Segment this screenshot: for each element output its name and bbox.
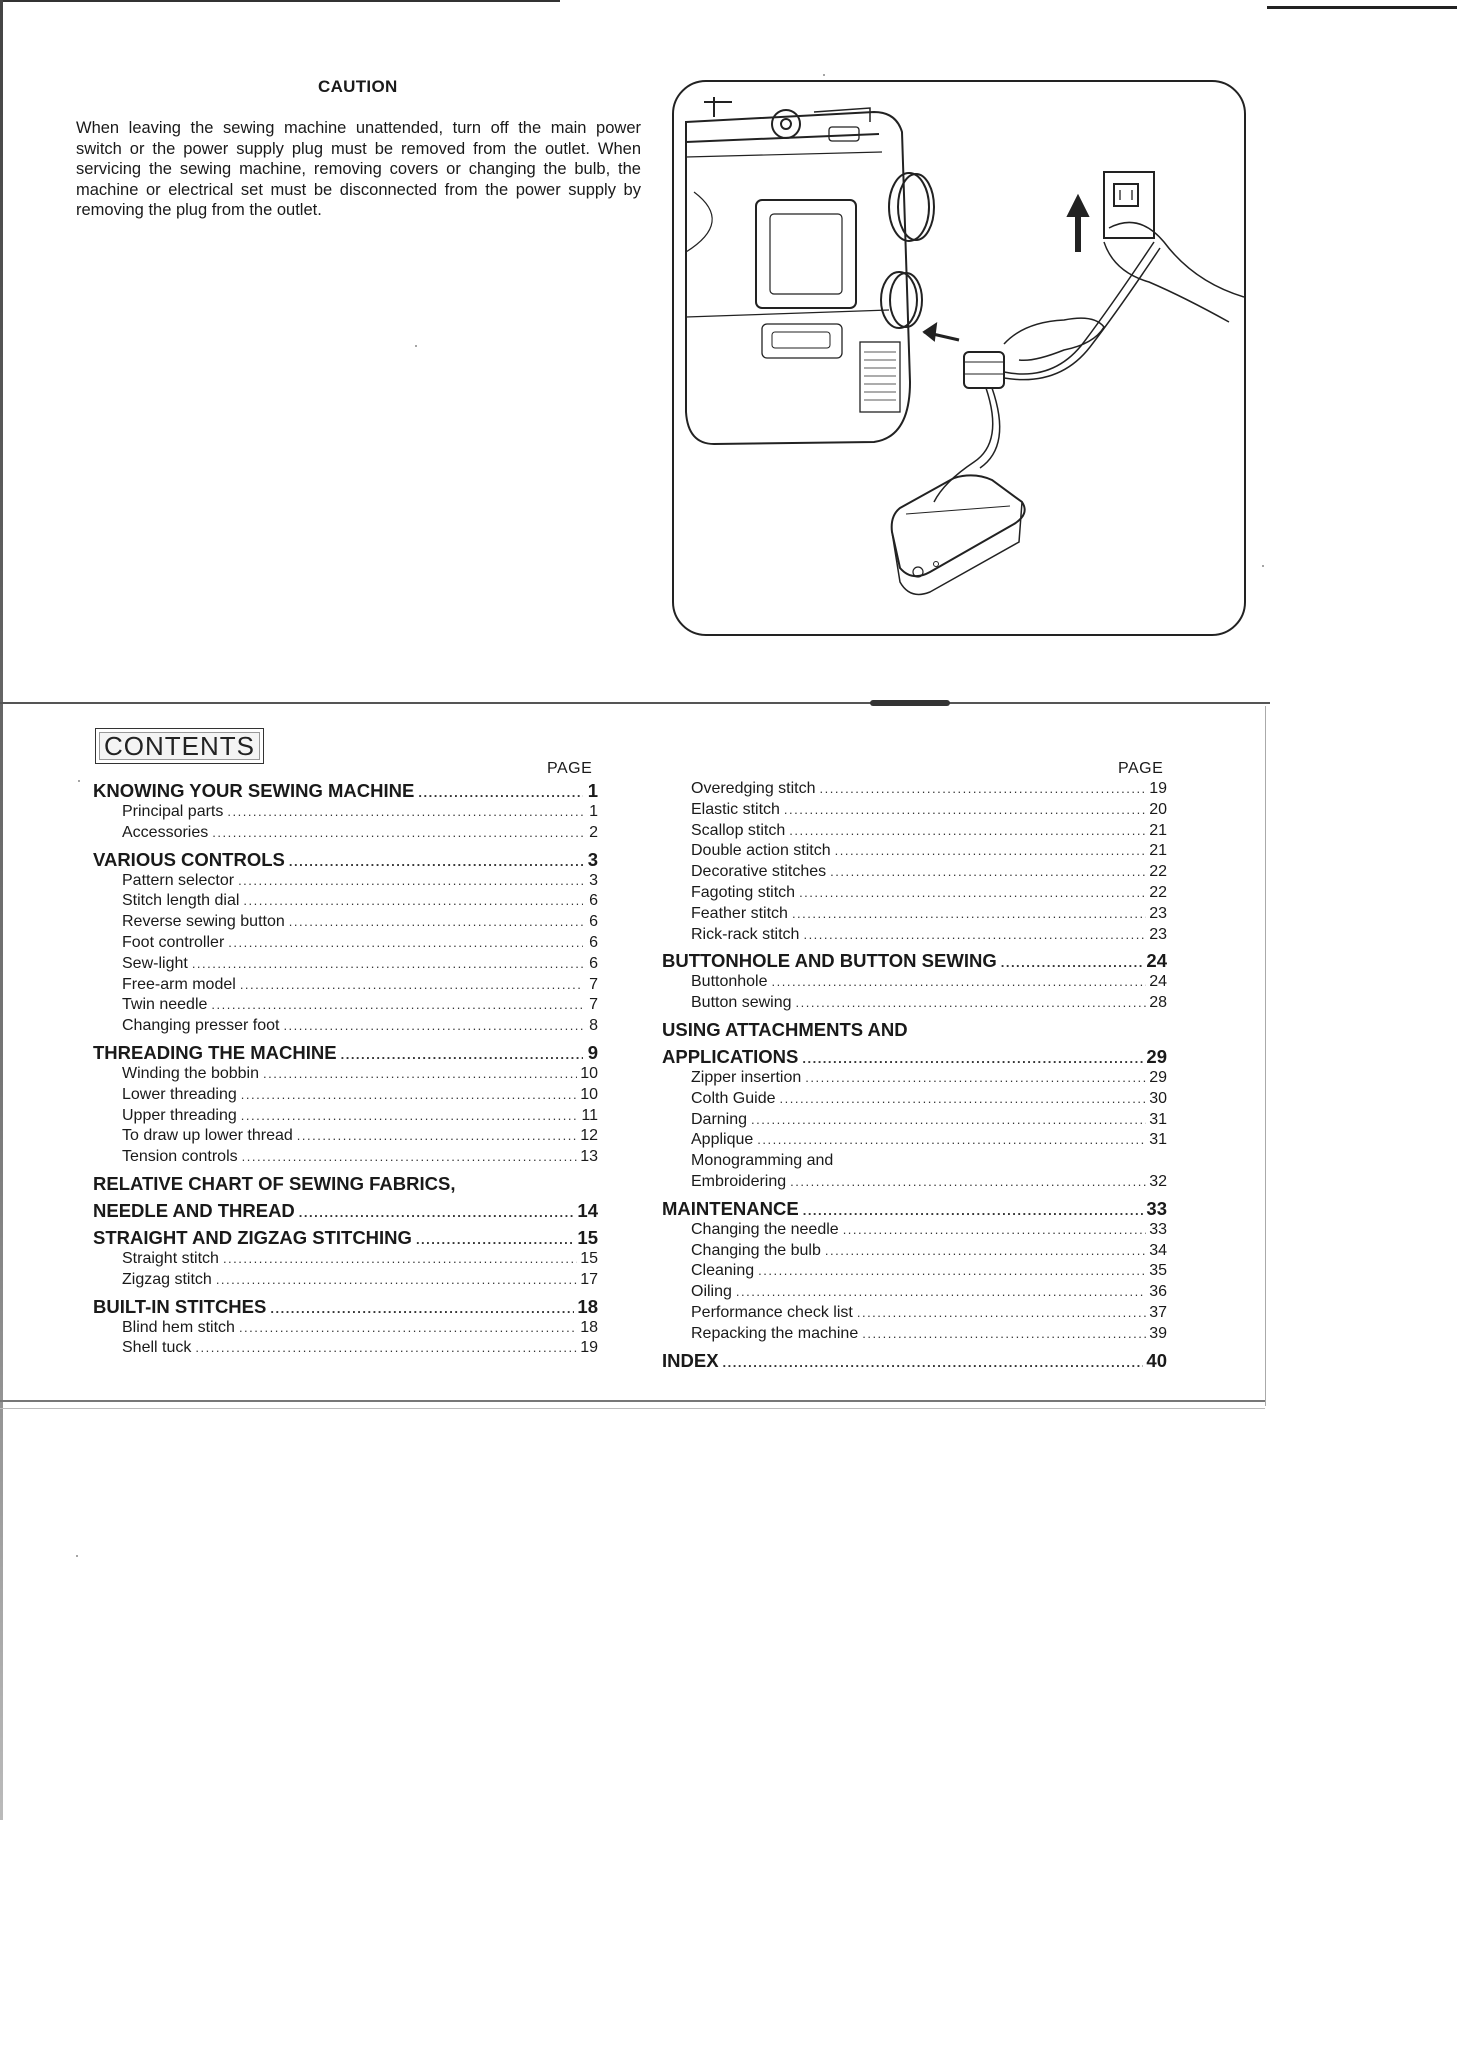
toc-subentry <box>662 801 1167 822</box>
toc-entry-title: Changing the needle <box>691 1220 839 1238</box>
toc-entry-title: Zipper insertion <box>691 1068 802 1086</box>
toc-dot-leader <box>195 1340 577 1355</box>
toc-entry-title: BUTTONHOLE AND BUTTON SEWING <box>662 950 997 972</box>
toc-subentry <box>93 996 598 1017</box>
toc-page-number: 29 <box>1149 1068 1167 1086</box>
toc-section-entry <box>662 950 1167 973</box>
page-edge-bottom-shadow <box>0 1408 1265 1409</box>
toc-entry-title: VARIOUS CONTROLS <box>93 848 285 870</box>
toc-subentry <box>93 1107 598 1128</box>
toc-column-left <box>93 780 598 1360</box>
toc-subentry <box>662 1090 1167 1111</box>
toc-subentry <box>662 1173 1167 1194</box>
toc-entry-title: Monogramming and <box>691 1152 834 1170</box>
toc-dot-leader <box>299 1205 575 1220</box>
toc-dot-leader <box>825 1243 1146 1258</box>
toc-entry-title: Button sewing <box>691 994 792 1012</box>
page-column-label-right: PAGE <box>1118 760 1164 777</box>
toc-page-number: 13 <box>580 1148 598 1166</box>
scan-edge-top <box>0 0 560 2</box>
scan-speck <box>76 1555 78 1557</box>
page-edge-bottom <box>0 1400 1265 1402</box>
toc-dot-leader <box>228 935 583 950</box>
sewing-machine-drawing <box>674 82 1244 634</box>
toc-page-number: 1 <box>587 780 598 801</box>
toc-subentry <box>93 1017 598 1038</box>
toc-page-number: 33 <box>1146 1197 1167 1219</box>
toc-page-number: 22 <box>1149 883 1167 901</box>
toc-entry-title: Lower threading <box>122 1085 237 1103</box>
toc-entry-title: Double action stitch <box>691 842 831 860</box>
toc-subentry <box>662 1111 1167 1132</box>
toc-dot-leader <box>736 1284 1146 1299</box>
scan-edge-left <box>0 0 3 1820</box>
toc-dot-leader <box>843 1222 1147 1237</box>
toc-subentry <box>93 1148 598 1169</box>
toc-dot-leader <box>862 1326 1146 1341</box>
toc-page-number: 34 <box>1149 1241 1167 1259</box>
toc-page-number: 3 <box>589 871 598 889</box>
toc-subentry <box>93 1127 598 1148</box>
toc-entry-title: Sew-light <box>122 954 188 972</box>
toc-page-number: 6 <box>589 933 598 951</box>
toc-page-number: 36 <box>1149 1283 1167 1301</box>
toc-dot-leader <box>270 1301 574 1316</box>
toc-page-number: 22 <box>1149 863 1167 881</box>
toc-subentry <box>662 1242 1167 1263</box>
toc-dot-leader <box>416 1232 574 1247</box>
toc-dot-leader <box>212 825 583 840</box>
toc-dot-leader <box>1001 955 1144 970</box>
toc-subentry <box>93 1086 598 1107</box>
toc-entry-title: Straight stitch <box>122 1249 219 1267</box>
toc-subentry <box>662 822 1167 843</box>
toc-page-number: 30 <box>1149 1089 1167 1107</box>
toc-dot-leader <box>803 1203 1144 1218</box>
toc-entry-title: Accessories <box>122 823 209 841</box>
toc-section-entry <box>93 1173 598 1196</box>
scan-speck <box>415 345 417 347</box>
toc-dot-leader <box>796 995 1147 1010</box>
toc-page-number: 20 <box>1149 800 1167 818</box>
toc-dot-leader <box>802 1051 1143 1066</box>
toc-page-number: 39 <box>1149 1324 1167 1342</box>
toc-dot-leader <box>242 1149 578 1164</box>
toc-dot-leader <box>757 1132 1146 1147</box>
caution-title: CAUTION <box>318 77 398 96</box>
sewing-machine-illustration <box>672 80 1246 636</box>
toc-subentry <box>662 973 1167 994</box>
toc-page-number: 12 <box>580 1127 598 1145</box>
toc-subentry <box>93 824 598 845</box>
toc-page-number: 15 <box>577 1226 598 1248</box>
toc-page-number: 3 <box>587 848 598 870</box>
toc-dot-leader <box>227 804 583 819</box>
toc-entry-title: Changing the bulb <box>691 1241 821 1259</box>
toc-page-number: 29 <box>1146 1045 1167 1067</box>
page-edge-right <box>1265 706 1266 1406</box>
toc-subentry <box>662 1069 1167 1090</box>
toc-dot-leader <box>789 823 1146 838</box>
toc-subentry <box>662 1221 1167 1242</box>
toc-page-number: 28 <box>1149 994 1167 1012</box>
toc-page-number: 7 <box>589 975 598 993</box>
toc-dot-leader <box>780 1091 1147 1106</box>
toc-subentry <box>662 884 1167 905</box>
toc-dot-leader <box>803 927 1146 942</box>
toc-subentry <box>93 892 598 913</box>
page-column-label-left: PAGE <box>547 760 593 777</box>
toc-entry-title: INDEX <box>662 1349 719 1371</box>
scan-edge-top-right <box>1267 6 1457 9</box>
toc-entry-title: Changing presser foot <box>122 1017 280 1035</box>
toc-subentry <box>662 1304 1167 1325</box>
toc-section-entry <box>662 1350 1167 1373</box>
toc-entry-title: Blind hem stitch <box>122 1318 235 1336</box>
toc-subentry <box>93 955 598 976</box>
toc-entry-title: THREADING THE MACHINE <box>93 1041 337 1063</box>
toc-entry-title: Fagoting stitch <box>691 883 796 901</box>
toc-page-number: 24 <box>1149 973 1167 991</box>
toc-page-number: 10 <box>580 1064 598 1082</box>
toc-page-number: 6 <box>589 892 598 910</box>
toc-page-number: 33 <box>1149 1220 1167 1238</box>
toc-entry-title: MAINTENANCE <box>662 1197 799 1219</box>
scan-speck <box>78 780 80 782</box>
toc-subentry <box>93 934 598 955</box>
toc-section-entry <box>93 1227 598 1250</box>
scan-speck <box>1262 565 1264 567</box>
toc-dot-leader <box>241 1087 577 1102</box>
toc-dot-leader <box>830 864 1146 879</box>
toc-dot-leader <box>211 997 583 1012</box>
toc-page-number: 40 <box>1146 1349 1167 1371</box>
toc-page-number: 15 <box>580 1249 598 1267</box>
toc-entry-title: USING ATTACHMENTS AND <box>662 1018 908 1040</box>
toc-subentry <box>93 1271 598 1292</box>
toc-dot-leader <box>758 1263 1146 1278</box>
toc-page-number: 2 <box>589 823 598 841</box>
toc-subentry <box>662 994 1167 1015</box>
toc-section-entry <box>93 1200 598 1223</box>
contents-heading: CONTENTS <box>95 728 264 764</box>
toc-section-entry <box>662 1046 1167 1069</box>
toc-page-number: 6 <box>589 954 598 972</box>
toc-section-entry <box>93 1296 598 1319</box>
toc-subentry <box>93 913 598 934</box>
toc-dot-leader <box>792 906 1146 921</box>
toc-page-number: 9 <box>587 1041 598 1063</box>
toc-dot-leader <box>799 885 1146 900</box>
toc-subentry <box>662 905 1167 926</box>
toc-subentry <box>93 1065 598 1086</box>
toc-subentry <box>662 780 1167 801</box>
toc-entry-title: Colth Guide <box>691 1089 776 1107</box>
toc-dot-leader <box>805 1070 1146 1085</box>
toc-dot-leader <box>790 1174 1146 1189</box>
toc-page-number: 23 <box>1149 904 1167 922</box>
toc-entry-title: Rick-rack stitch <box>691 925 800 943</box>
toc-entry-title: BUILT-IN STITCHES <box>93 1295 267 1317</box>
toc-page-number: 32 <box>1149 1172 1167 1190</box>
toc-dot-leader <box>418 785 583 800</box>
toc-page-number: 19 <box>580 1339 598 1357</box>
toc-dot-leader <box>216 1272 577 1287</box>
toc-dot-leader <box>243 893 583 908</box>
toc-dot-leader <box>751 1112 1146 1127</box>
toc-entry-title: Performance check list <box>691 1303 853 1321</box>
toc-entry-title: RELATIVE CHART OF SEWING FABRICS, <box>93 1172 456 1194</box>
toc-dot-leader <box>238 873 583 888</box>
toc-entry-title: KNOWING YOUR SEWING MACHINE <box>93 780 415 801</box>
toc-page-number: 24 <box>1146 950 1167 972</box>
toc-dot-leader <box>723 1355 1144 1370</box>
page-fold-line <box>0 702 1270 704</box>
toc-section-entry <box>662 1019 1167 1042</box>
toc-entry-title: STRAIGHT AND ZIGZAG STITCHING <box>93 1226 412 1248</box>
toc-subentry <box>662 863 1167 884</box>
toc-page-number: 18 <box>580 1318 598 1336</box>
toc-section-entry <box>662 1198 1167 1221</box>
toc-subentry <box>662 926 1167 947</box>
toc-entry-title: Repacking the machine <box>691 1324 859 1342</box>
toc-entry-title: Upper threading <box>122 1106 237 1124</box>
toc-dot-leader <box>283 1018 583 1033</box>
toc-entry-title: Buttonhole <box>691 973 768 991</box>
toc-dot-leader <box>239 1320 577 1335</box>
toc-entry-title: Zigzag stitch <box>122 1270 212 1288</box>
toc-entry-title: Principal parts <box>122 803 224 820</box>
toc-subentry <box>662 1262 1167 1283</box>
toc-entry-title: Twin needle <box>122 996 208 1014</box>
toc-entry-title: Stitch length dial <box>122 892 240 910</box>
toc-entry-title: Winding the bobbin <box>122 1064 259 1082</box>
toc-dot-leader <box>289 854 583 869</box>
toc-entry-title: Darning <box>691 1110 748 1128</box>
toc-subentry <box>662 1283 1167 1304</box>
toc-subentry <box>93 872 598 893</box>
toc-entry-title: Shell tuck <box>122 1339 192 1357</box>
toc-subentry <box>662 1325 1167 1346</box>
toc-entry-title: Overedging stitch <box>691 780 816 797</box>
toc-page-number: 8 <box>589 1017 598 1035</box>
toc-subentry <box>93 976 598 997</box>
toc-entry-title: Reverse sewing button <box>122 913 285 931</box>
toc-entry-title: Applique <box>691 1131 754 1149</box>
toc-entry-title: To draw up lower thread <box>122 1127 293 1145</box>
toc-page-number: 14 <box>577 1199 598 1221</box>
toc-section-entry <box>93 849 598 872</box>
toc-page-number: 10 <box>580 1085 598 1103</box>
toc-subentry <box>93 803 598 824</box>
toc-entry-title: APPLICATIONS <box>662 1045 799 1067</box>
toc-entry-title: Elastic stitch <box>691 800 780 818</box>
toc-subentry <box>93 1319 598 1340</box>
toc-dot-leader <box>835 843 1147 858</box>
toc-entry-title: Foot controller <box>122 933 225 951</box>
toc-page-number: 31 <box>1149 1110 1167 1128</box>
toc-page-number: 35 <box>1149 1262 1167 1280</box>
toc-page-number: 17 <box>580 1270 598 1288</box>
toc-page-number: 7 <box>589 996 598 1014</box>
toc-section-entry <box>93 780 598 803</box>
toc-subentry <box>662 842 1167 863</box>
toc-page-number: 23 <box>1149 925 1167 943</box>
toc-dot-leader <box>784 802 1146 817</box>
toc-entry-title: Scallop stitch <box>691 821 786 839</box>
toc-subentry <box>93 1250 598 1271</box>
caution-text: When leaving the sewing machine unattended, turn off the main power switch or the power supply plug must be removed from the outlet. When servicing the sewing machine, removing covers or changing the bulb, the machine or electrical set must be disconnected from the power supply by removing the plug from the outlet. <box>76 119 641 219</box>
scan-speck <box>823 74 825 76</box>
toc-entry-title: Tension controls <box>122 1148 238 1166</box>
toc-dot-leader <box>857 1305 1146 1320</box>
toc-entry-title: Pattern selector <box>122 871 235 889</box>
toc-dot-leader <box>241 1108 579 1123</box>
toc-page-number: 18 <box>577 1295 598 1317</box>
toc-dot-leader <box>263 1066 577 1081</box>
toc-dot-leader <box>820 781 1147 796</box>
toc-entry-title: Feather stitch <box>691 904 788 922</box>
toc-page-number: 6 <box>589 913 598 931</box>
toc-page-number: 31 <box>1149 1131 1167 1149</box>
toc-dot-leader <box>289 914 583 929</box>
toc-entry-title: Decorative stitches <box>691 863 827 881</box>
toc-dot-leader <box>192 956 583 971</box>
toc-entry-title: NEEDLE AND THREAD <box>93 1199 295 1221</box>
toc-page-number: 11 <box>581 1106 598 1124</box>
toc-subentry <box>662 1152 1167 1173</box>
toc-entry-title: Cleaning <box>691 1262 755 1280</box>
toc-page-number: 19 <box>1149 780 1167 797</box>
toc-dot-leader <box>240 977 583 992</box>
toc-page-number: 21 <box>1149 821 1167 839</box>
toc-entry-title: Embroidering <box>691 1172 787 1190</box>
toc-dot-leader <box>341 1047 583 1062</box>
fold-mark <box>870 700 950 706</box>
toc-dot-leader <box>772 974 1147 989</box>
toc-section-entry <box>93 1042 598 1065</box>
toc-subentry <box>662 1131 1167 1152</box>
toc-page-number: 21 <box>1149 842 1167 860</box>
toc-entry-title: Free-arm model <box>122 975 236 993</box>
toc-page-number: 1 <box>589 803 598 820</box>
toc-entry-title: Oiling <box>691 1283 732 1301</box>
toc-dot-leader <box>297 1128 577 1143</box>
toc-dot-leader <box>223 1251 577 1266</box>
toc-subentry <box>93 1339 598 1360</box>
toc-column-right <box>662 780 1167 1373</box>
toc-page-number: 37 <box>1149 1303 1167 1321</box>
